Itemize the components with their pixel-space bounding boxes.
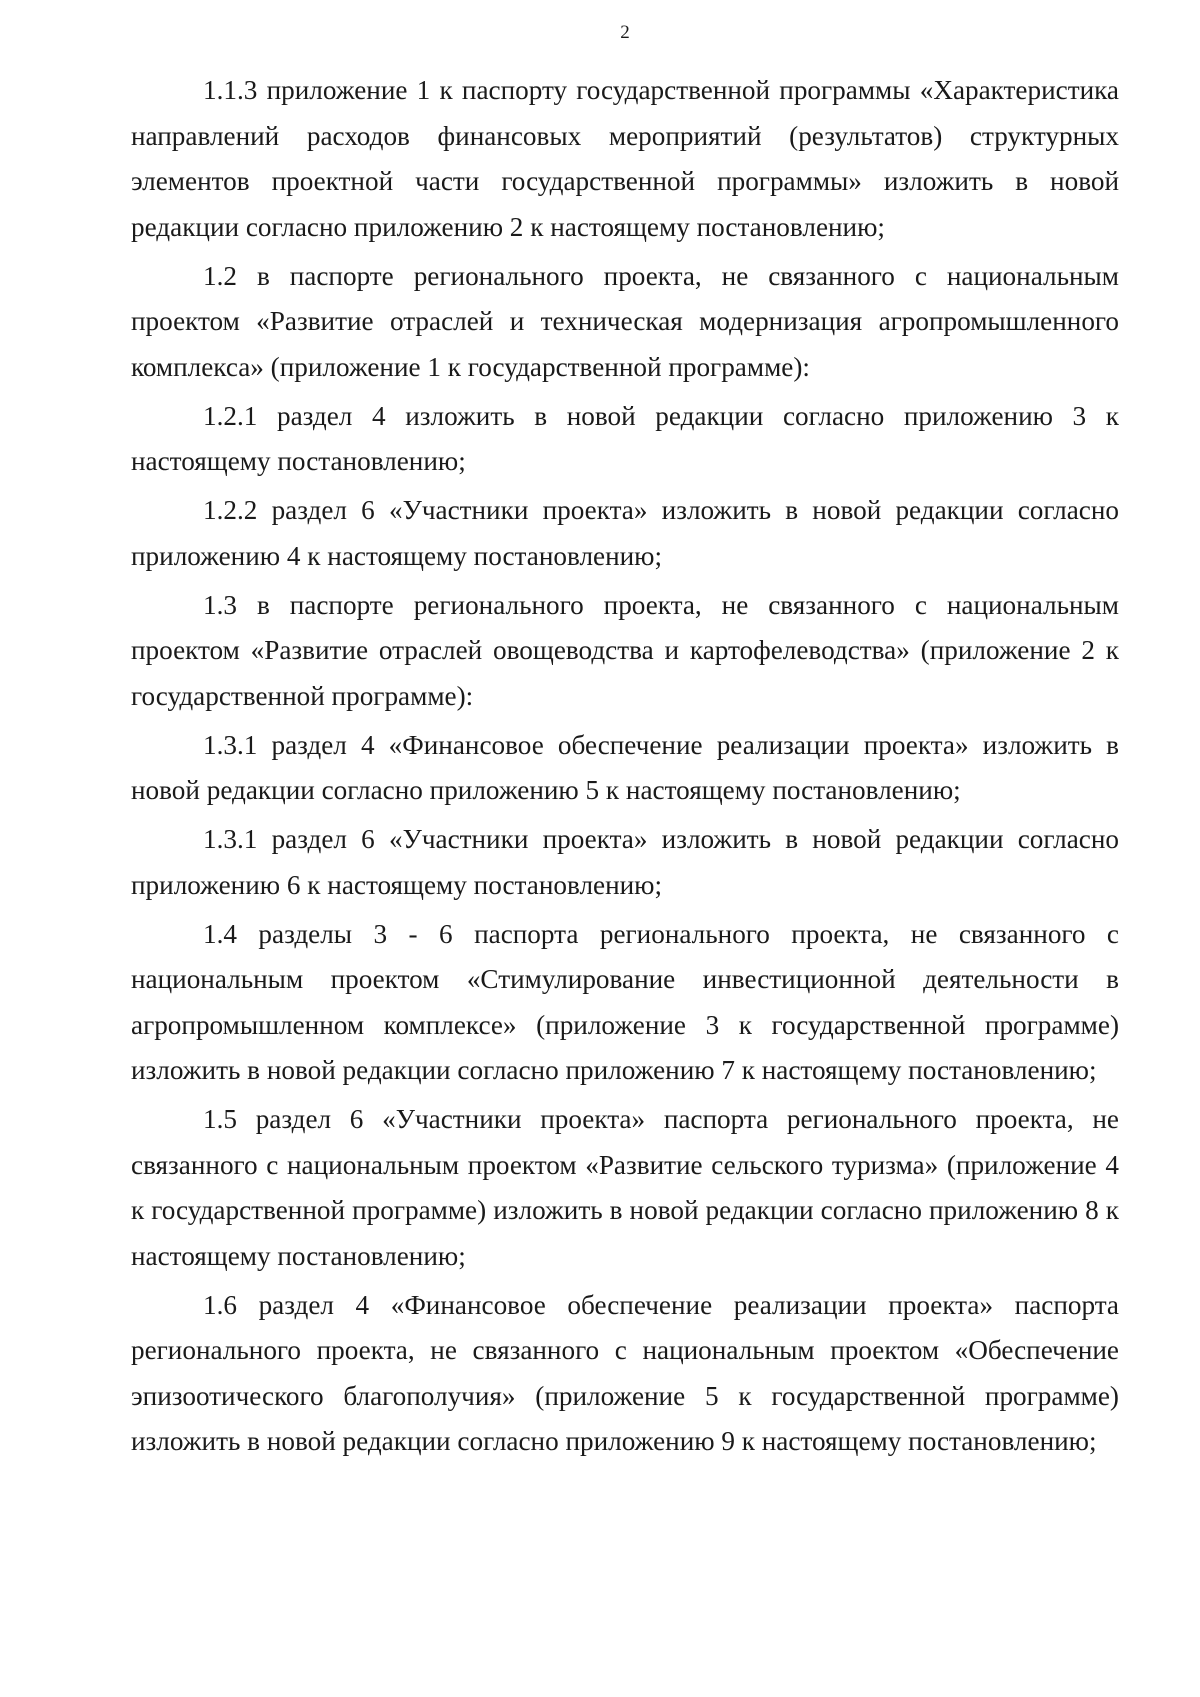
page-number: 2	[620, 22, 630, 43]
paragraph-1-5: 1.5 раздел 6 «Участники проекта» паспорта регионального проекта, не связанного с национальным проектом «Развитие сельского туризма» (приложение 4 к государственной программе) изложить в новой редакции согласно приложению 8 к настоящему постановлению;	[131, 1104, 1119, 1271]
document-body	[131, 68, 1119, 1468]
paragraph-1-3: 1.3 в паспорте регионального проекта, не связанного с национальным проектом «Развитие отраслей овощеводства и картофелеводства» (приложение 2 к государственной программе):	[131, 589, 1119, 711]
paragraph-1-4: 1.4 разделы 3 - 6 паспорта регионального проекта, не связанного с национальным проектом «Стимулирование инвестиционной деятельности в агропромышленном комплексе» (приложение 3 к государственной программе) изложить в новой редакции согласно приложению 7 к настоящему постановлению;	[131, 918, 1119, 1085]
paragraph-1-6: 1.6 раздел 4 «Финансовое обеспечение реализации проекта» паспорта регионального проекта, не связанного с национальным проектом «Обеспечение эпизоотического благополучия» (приложение 5 к государственной программе) изложить в новой редакции согласно приложению 9 к настоящему постановлению;	[131, 1289, 1119, 1456]
paragraph-1-2-2: 1.2.2 раздел 6 «Участники проекта» изложить в новой редакции согласно приложению 4 к настоящему постановлению;	[131, 495, 1119, 571]
paragraph-1-2: 1.2 в паспорте регионального проекта, не связанного с национальным проектом «Развитие отраслей и техническая модернизация агропромышленного комплекса» (приложение 1 к государственной программе):	[131, 260, 1119, 382]
paragraph-1-3-1-participants: 1.3.1 раздел 6 «Участники проекта» изложить в новой редакции согласно приложению 6 к настоящему постановлению;	[131, 824, 1119, 900]
paragraph-1-1-3: 1.1.3 приложение 1 к паспорту государственной программы «Характеристика направлений расходов финансовых мероприятий (результатов) структурных элементов проектной части государственной программы» изложить в новой редакции согласно приложению 2 к настоящему постановлению;	[131, 75, 1119, 242]
paragraph-1-2-1: 1.2.1 раздел 4 изложить в новой редакции согласно приложению 3 к настоящему постановлению;	[131, 400, 1119, 476]
paragraph-1-3-1-finance: 1.3.1 раздел 4 «Финансовое обеспечение реализации проекта» изложить в новой редакции согласно приложению 5 к настоящему постановлению;	[131, 729, 1119, 805]
